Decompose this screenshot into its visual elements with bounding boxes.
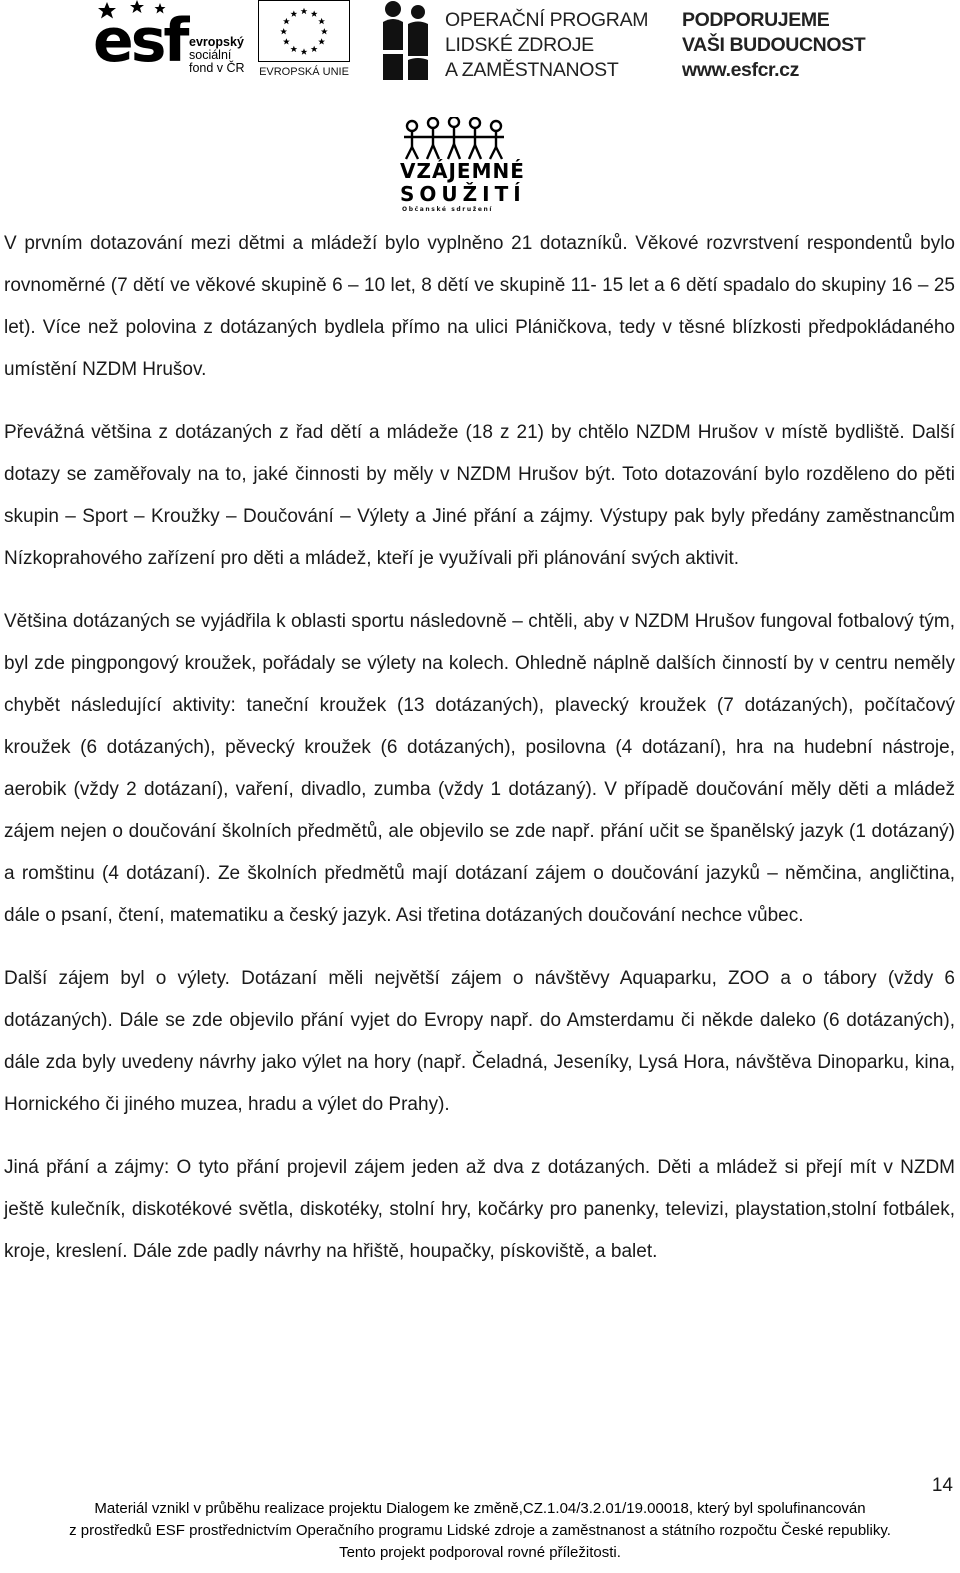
- support-url: www.esfcr.cz: [682, 59, 799, 81]
- footer-line-1: Materiál vznikl v průběhu realizace projektu Dialogem ke změně,CZ.1.04/3.2.01/19.00018, který byl spolufinancován: [94, 1500, 866, 1517]
- people-group-icon: [381, 0, 431, 82]
- paragraph-5: Jiná přání a zájmy: O tyto přání projevil zájem jeden až dva z dotázaných. Děti a mládež si přejí mít v NZDM ještě kulečník, diskotékové světla, diskotéky, stolní hry, kočárky pro panenky, televizi, playstation,stolní fotbálek, kroje, kreslení. Dále zde padly návrhy na hřiště, houpačky, pískoviště, a balet.: [4, 1157, 955, 1262]
- esf-mark: esf: [93, 6, 187, 76]
- eu-logo: [258, 0, 350, 82]
- support-slogan: [682, 8, 865, 83]
- footer-line-3: Tento projekt podporoval rovné příležitosti.: [339, 1544, 621, 1561]
- footer-line-2: z prostředků ESF prostřednictvím Operačního programu Lidské zdroje a zaměstnanost a státního rozpočtu České republiky.: [69, 1522, 891, 1539]
- paragraph-2: Převážná většina z dotázaných z řad dětí a mládeže (18 z 21) by chtělo NZDM Hrušov v místě bydliště. Další dotazy se zaměřovaly na to, jaké činnosti by měly v NZDM Hrušov být. Toto dotazování bylo rozděleno do pěti skupin – Sport – Kroužky – Doučování – Výlety a Jiné přání a zájmy. Výstupy pak byly předány zaměstnancům Nízkoprahového zařízení pro děti a mládež, kteří je využívali při plánování svých aktivit.: [4, 422, 955, 569]
- hand-in-hand-people-icon: [400, 117, 510, 161]
- org-subtitle: Občanské sdružení: [402, 206, 494, 213]
- paragraph-3: Většina dotázaných se vyjádřila k oblasti sportu následovně – chtěli, aby v NZDM Hrušov fungoval fotbalový tým, byl zde pingpongový kroužek, pořádaly se výlety na kolech. Ohledně náplně dalších činností by v centru neměly chybět následující aktivity: taneční kroužek (13 dotázaných), plavecký kroužek (7 dotázaných), počítačový kroužek (6 dotázaných), pěvecký kroužek (6 dotázaných), posilovna (4 dotázaní), hra na hudební nástroje, aerobik (vždy 2 dotázaní), vaření, divadlo, zumba (vždy 1 dotázaný). V případě doučování měly děti a mládež zájem nejen o doučování školních předmětů, ale objevilo se zde např. přání učit se španělský jazyk (1 dotázaný) a romštinu (4 dotázaní). Ze školních předmětů mají dotázaní zájem o doučování jazyků – němčina, angličtina, dále o psaní, čtení, matematiku a český jazyk. Asi třetina dotázaných doučování nechce vůbec.: [4, 611, 955, 926]
- esf-line-1: evropský: [189, 35, 244, 49]
- esf-subtitle: [189, 36, 245, 75]
- programme-line-2: LIDSKÉ ZDROJE: [445, 34, 594, 56]
- op-lzz-logo: [381, 0, 661, 82]
- vzajemne-souziti-logo: [394, 117, 526, 217]
- support-line-1: PODPORUJEME: [682, 9, 830, 31]
- paragraph-1: V prvním dotazování mezi dětmi a mládeží bylo vyplněno 21 dotazníků. Věkové rozvrstvení respondentů bylo rovnoměrné (7 dětí ve věkové skupině 6 – 10 let, 8 dětí ve skupině 11- 15 let a 6 dětí spadalo do skupiny 16 – 25 let). Více než polovina z dotázaných bydlela přímo na ulici Pláničkova, tedy v těsné blízkosti předpokládaného umístění NZDM Hrušov.: [4, 233, 955, 380]
- eu-flag-icon: [258, 0, 350, 62]
- org-name-line-2: SOUŽITÍ: [400, 182, 526, 206]
- paragraph-4: Další zájem byl o výlety. Dotázaní měli největší zájem o návštěvy Aquaparku, ZOO a o tábory (vždy 6 dotázaných). Dále se zde objevilo přání vyjet do Evropy např. do Amsterdamu či někde daleko (6 dotázaných), dále zda byly uvedeny návrhy jako výlet na hory (např. Čeladná, Jeseníky, Lysá Hora, návštěva Dinoparku, kina, Hornického či jiného muzea, hradu a výlet do Prahy).: [4, 968, 955, 1115]
- programme-line-1: OPERAČNÍ PROGRAM: [445, 9, 649, 31]
- programme-name: [445, 8, 648, 83]
- esf-line-2: sociální: [189, 48, 232, 62]
- esf-line-3: fond v ČR: [189, 61, 245, 75]
- org-name: [400, 160, 526, 206]
- page-number: 14: [931, 1475, 953, 1496]
- document-body: [4, 223, 955, 1294]
- support-line-2: VAŠI BUDOUCNOST: [682, 34, 866, 56]
- esf-logo: [93, 0, 250, 82]
- org-name-line-1: VZÁJEMNÉ: [400, 159, 525, 183]
- footer-note: [0, 1498, 960, 1564]
- logo-strip: [93, 0, 866, 82]
- programme-line-3: A ZAMĚSTNANOST: [445, 59, 619, 81]
- eu-caption: EVROPSKÁ UNIE: [259, 66, 349, 78]
